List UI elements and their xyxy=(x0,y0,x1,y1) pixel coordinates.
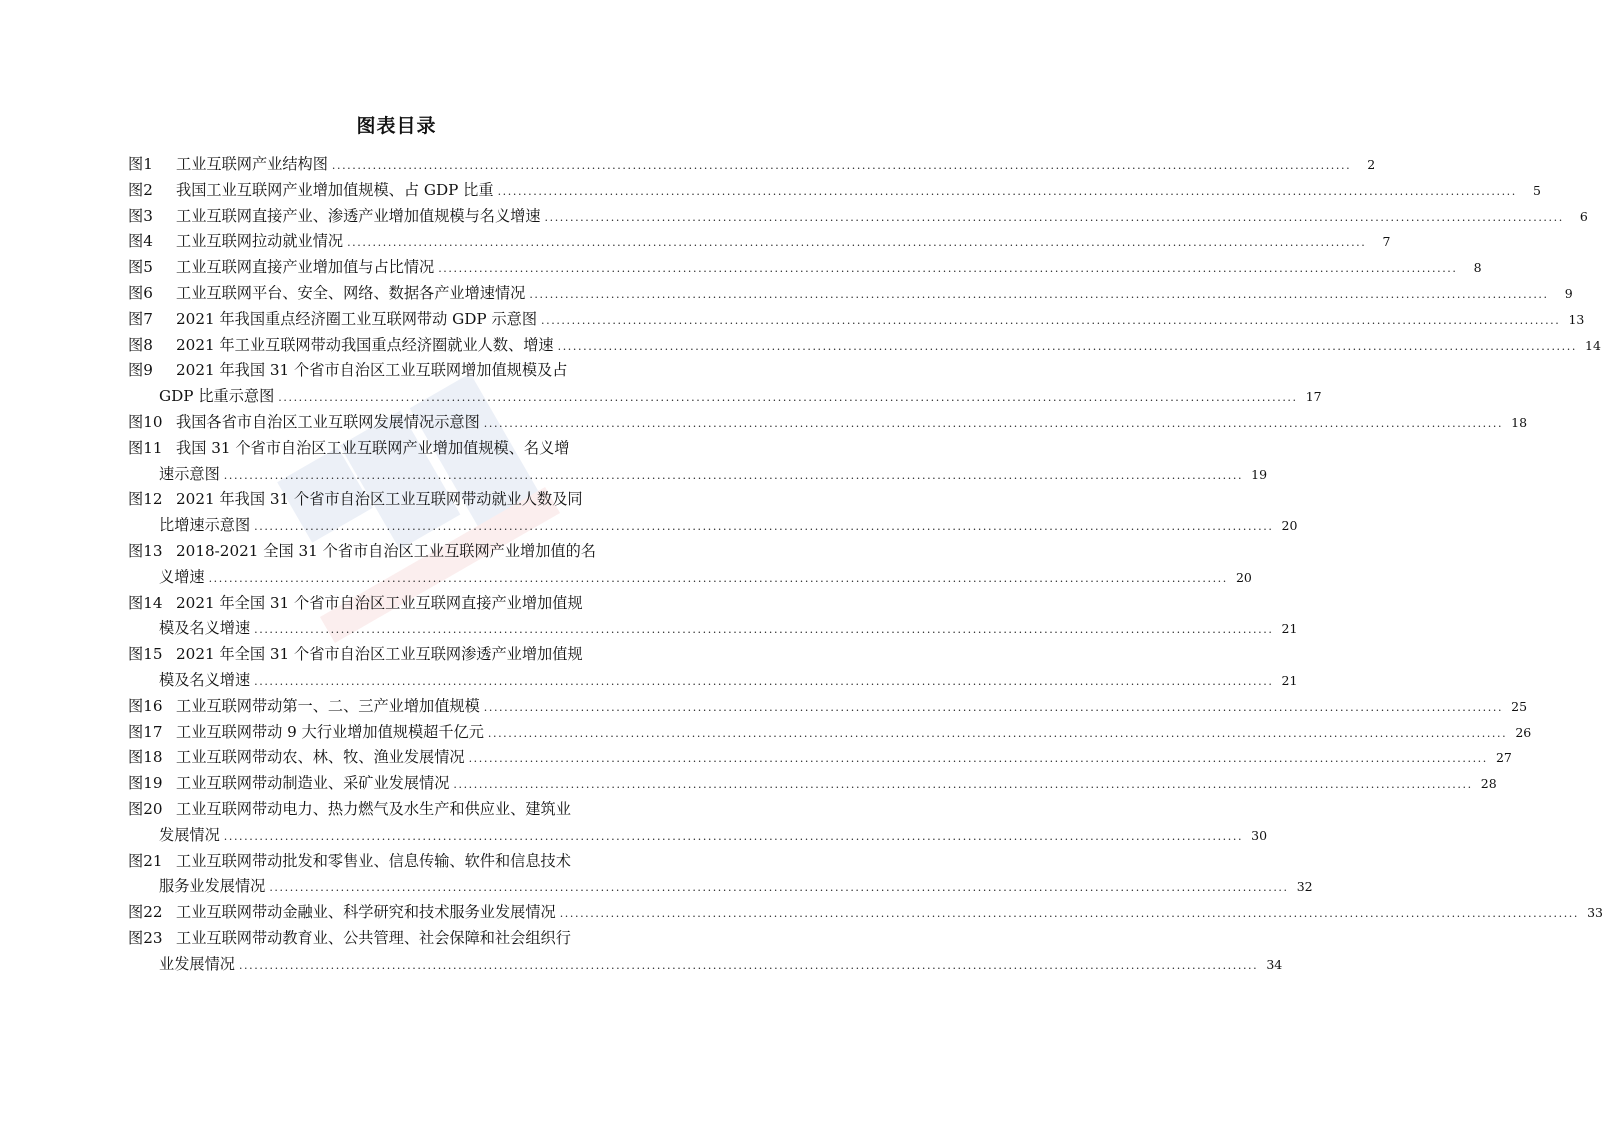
figure-title: 2021 年我国 31 个省市自治区工业互联网增加值规模及占 xyxy=(176,361,568,380)
figure-title: GDP 比重示意图 xyxy=(159,387,275,406)
page-number: 26 xyxy=(1515,724,1532,740)
dot-leader: ........................................................................................................................................................................................................ xyxy=(453,778,1473,792)
figure-number: 图17 xyxy=(128,722,163,741)
toc-entry[interactable] xyxy=(128,410,1528,436)
dot-leader: ........................................................................................................................................................................................................ xyxy=(541,313,1561,327)
figure-title: 模及名义增速 xyxy=(159,670,251,689)
toc-entry[interactable] xyxy=(128,307,1585,333)
dot-leader: ........................................................................................................................................................................................................ xyxy=(438,262,1458,276)
dot-leader: ........................................................................................................................................................................................................ xyxy=(347,236,1367,250)
toc-entry[interactable] xyxy=(128,900,1603,926)
figure-number: 图6 xyxy=(128,283,153,302)
figure-number: 图16 xyxy=(128,696,163,715)
page-number: 33 xyxy=(1587,905,1603,921)
figure-list xyxy=(128,152,1603,978)
figure-number: 图19 xyxy=(128,774,163,793)
figure-number: 图12 xyxy=(128,490,163,509)
page-number: 34 xyxy=(1266,956,1283,972)
toc-entry[interactable] xyxy=(128,694,1528,720)
toc-entry[interactable] xyxy=(128,926,1283,978)
figure-title: 工业互联网带动农、林、牧、渔业发展情况 xyxy=(176,748,465,767)
figure-number: 图15 xyxy=(128,645,163,664)
figure-title: 工业互联网带动第一、二、三产业增加值规模 xyxy=(176,696,480,715)
figure-title: 我国工业互联网产业增加值规模、占 GDP 比重 xyxy=(176,180,494,199)
page-number: 2 xyxy=(1367,157,1376,172)
dot-leader: ........................................................................................................................................................................................................ xyxy=(223,829,1244,843)
toc-entry[interactable] xyxy=(128,281,1573,307)
toc-entry[interactable] xyxy=(128,333,1601,359)
figure-number: 图3 xyxy=(128,206,153,225)
figure-title: 工业互联网产业结构图 xyxy=(176,155,328,173)
figure-title: 工业互联网直接产业增加值与占比情况 xyxy=(176,258,435,277)
figure-title: 工业互联网平台、安全、网络、数据各产业增速情况 xyxy=(176,283,526,302)
figure-title: 工业互联网带动金融业、科学研究和技术服务业发展情况 xyxy=(176,903,556,922)
toc-entry[interactable] xyxy=(128,849,1313,901)
page-number: 27 xyxy=(1495,750,1512,766)
dot-leader: ........................................................................................................................................................................................................ xyxy=(269,881,1289,895)
dot-leader: ........................................................................................................................................................................................................ xyxy=(278,391,1298,405)
figure-number: 图8 xyxy=(128,335,153,354)
figure-number: 图18 xyxy=(128,748,163,767)
figure-number: 图7 xyxy=(128,309,153,328)
dot-leader: ........................................................................................................................................................................................................ xyxy=(208,571,1228,585)
dot-leader: ........................................................................................................................................................................................................ xyxy=(331,159,1352,172)
figure-number: 图10 xyxy=(128,412,163,431)
dot-leader: ........................................................................................................................................................................................................ xyxy=(483,416,1504,430)
page-number: 13 xyxy=(1568,311,1585,327)
figure-title: 业发展情况 xyxy=(159,954,235,973)
toc-entry[interactable] xyxy=(128,642,1298,694)
dot-leader: ........................................................................................................................................................................................................ xyxy=(254,674,1274,688)
page-number: 18 xyxy=(1511,414,1528,430)
dot-leader: ........................................................................................................................................................................................................ xyxy=(559,907,1580,921)
toc-entry[interactable] xyxy=(128,436,1268,488)
figure-title: 模及名义增速 xyxy=(159,619,251,638)
toc-entry[interactable] xyxy=(128,178,1541,204)
figure-title: 2021 年全国 31 个省市自治区工业互联网直接产业增加值规 xyxy=(176,593,583,612)
figure-number: 图21 xyxy=(128,851,163,870)
figure-title: 2021 年全国 31 个省市自治区工业互联网渗透产业增加值规 xyxy=(176,645,583,664)
dot-leader: ........................................................................................................................................................................................................ xyxy=(487,726,1508,740)
figure-number: 图2 xyxy=(128,180,153,199)
toc-entry[interactable] xyxy=(128,539,1252,591)
page-number: 17 xyxy=(1305,389,1322,405)
dot-leader: ........................................................................................................................................................................................................ xyxy=(254,520,1274,534)
toc-entry[interactable] xyxy=(128,487,1298,539)
figure-title: 工业互联网带动批发和零售业、信息传输、软件和信息技术 xyxy=(176,851,571,870)
figure-title: 2021 年我国重点经济圈工业互联网带动 GDP 示意图 xyxy=(176,309,538,328)
toc-entry[interactable] xyxy=(128,152,1376,178)
figure-title: 工业互联网直接产业、渗透产业增加值规模与名义增速 xyxy=(176,206,541,225)
toc-entry[interactable] xyxy=(128,204,1588,230)
figure-title: 服务业发展情况 xyxy=(159,877,266,896)
page-number: 7 xyxy=(1382,234,1391,250)
toc-entry[interactable] xyxy=(128,771,1497,797)
figure-number: 图14 xyxy=(128,593,163,612)
page-number: 8 xyxy=(1473,260,1482,276)
figure-number: 图11 xyxy=(128,438,163,457)
dot-leader: ........................................................................................................................................................................................................ xyxy=(483,700,1504,714)
figure-title: 发展情况 xyxy=(159,825,220,844)
figure-title: 2021 年我国 31 个省市自治区工业互联网带动就业人数及同 xyxy=(176,490,583,509)
figure-title: 工业互联网带动教育业、公共管理、社会保障和社会组织行 xyxy=(176,928,571,947)
page-number: 19 xyxy=(1251,466,1268,482)
figure-title: 我国 31 个省市自治区工业互联网产业增加值规模、名义增 xyxy=(176,438,570,457)
figure-title: 义增速 xyxy=(159,567,205,586)
toc-entry[interactable] xyxy=(128,745,1512,771)
figure-title: 工业互联网带动制造业、采矿业发展情况 xyxy=(176,774,450,793)
figure-title: 速示意图 xyxy=(159,464,220,483)
dot-leader: ........................................................................................................................................................................................................ xyxy=(557,339,1577,353)
page-number: 14 xyxy=(1585,337,1601,353)
dot-leader: ........................................................................................................................................................................................................ xyxy=(497,184,1517,198)
dot-leader: ........................................................................................................................................................................................................ xyxy=(468,752,1488,766)
figure-number: 图23 xyxy=(128,928,163,947)
figure-number: 图9 xyxy=(128,361,153,380)
dot-leader: ........................................................................................................................................................................................................ xyxy=(223,468,1244,482)
toc-entry[interactable] xyxy=(128,255,1482,281)
figure-number: 图5 xyxy=(128,258,153,277)
figure-title: 比增速示意图 xyxy=(159,516,251,535)
figure-number: 图20 xyxy=(128,799,163,818)
page-title: 图表目录 xyxy=(356,115,437,137)
toc-entry[interactable] xyxy=(128,358,1322,410)
toc-entry[interactable] xyxy=(128,229,1391,255)
dot-leader: ........................................................................................................................................................................................................ xyxy=(529,287,1549,301)
figure-title: 工业互联网带动 9 大行业增加值规模超千亿元 xyxy=(176,722,484,741)
page-number: 21 xyxy=(1281,672,1298,688)
dot-leader: ........................................................................................................................................................................................................ xyxy=(254,623,1274,637)
figure-number: 图4 xyxy=(128,232,153,251)
figure-number: 图22 xyxy=(128,903,163,922)
page-number: 5 xyxy=(1532,182,1541,198)
page-number: 30 xyxy=(1251,827,1268,843)
page-number: 21 xyxy=(1281,621,1298,637)
page-number: 6 xyxy=(1579,208,1588,224)
page-number: 32 xyxy=(1296,879,1313,895)
page-number: 9 xyxy=(1564,285,1573,301)
figure-title: 2018-2021 全国 31 个省市自治区工业互联网产业增加值的名 xyxy=(176,541,596,560)
page-number: 28 xyxy=(1480,776,1497,792)
toc-entry[interactable] xyxy=(128,591,1298,643)
figure-title: 工业互联网拉动就业情况 xyxy=(176,232,344,251)
figure-number: 图1 xyxy=(128,155,153,173)
toc-entry[interactable] xyxy=(128,797,1268,849)
page-number: 25 xyxy=(1511,698,1528,714)
dot-leader: ........................................................................................................................................................................................................ xyxy=(238,958,1259,972)
figure-title: 我国各省市自治区工业互联网发展情况示意图 xyxy=(176,412,480,431)
dot-leader: ........................................................................................................................................................................................................ xyxy=(544,210,1564,224)
figure-title: 工业互联网带动电力、热力燃气及水生产和供应业、建筑业 xyxy=(176,799,571,818)
page-number: 20 xyxy=(1235,569,1252,585)
figure-title: 2021 年工业互联网带动我国重点经济圈就业人数、增速 xyxy=(176,335,554,354)
figure-number: 图13 xyxy=(128,541,163,560)
page-number: 20 xyxy=(1281,518,1298,534)
toc-entry[interactable] xyxy=(128,720,1532,746)
